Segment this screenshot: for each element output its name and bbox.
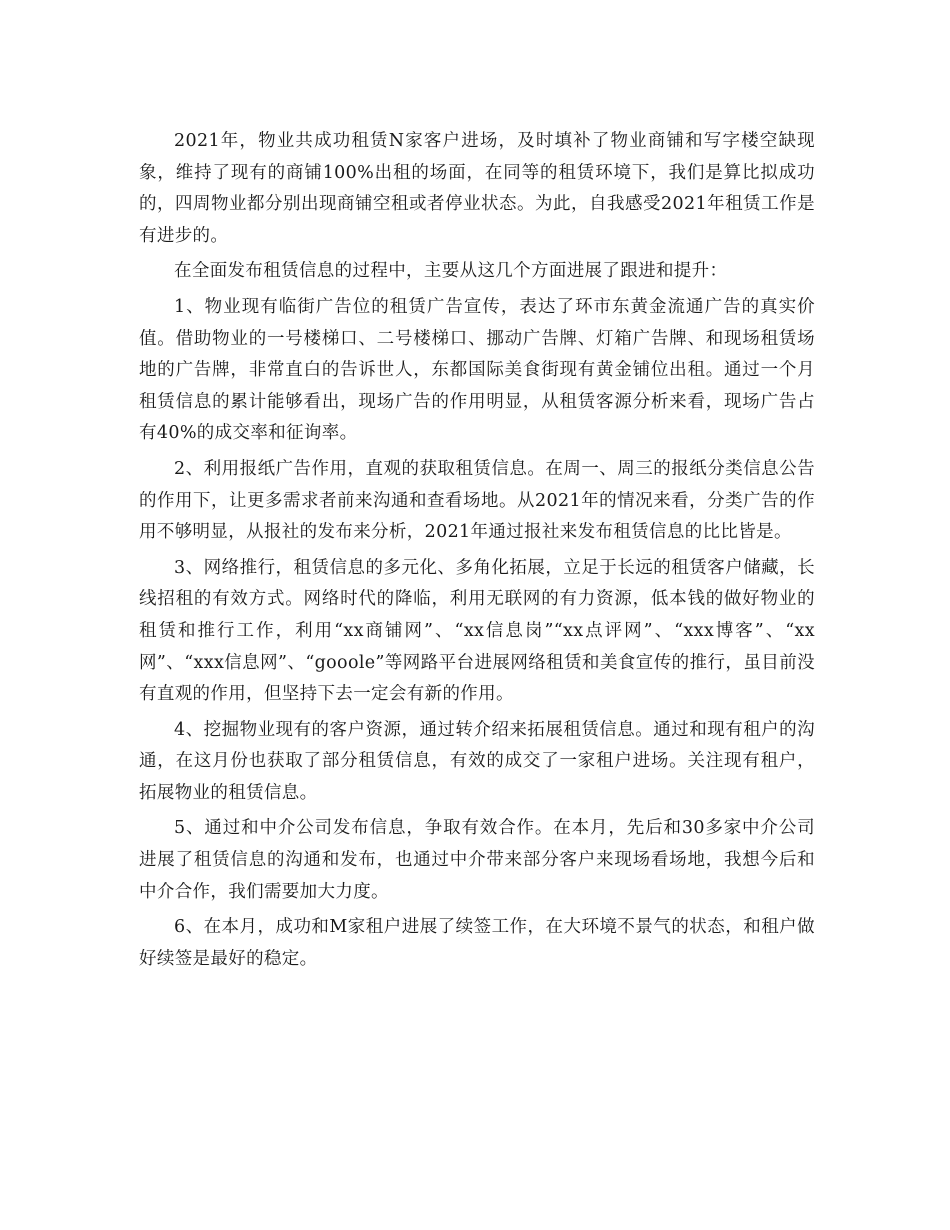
paragraph-item-4: 4、挖掘物业现有的客户资源，通过转介绍来拓展租赁信息。通过和现有租户的沟通，在这月份也获取了部分租赁信息，有效的成交了一家租户进场。关注现有租户，拓展物业的租赁信息。 (139, 719, 815, 803)
paragraph-item-2: 2、利用报纸广告作用，直观的获取租赁信息。在周一、周三的报纸分类信息公告的作用下，让更多需求者前来沟通和查看场地。从2021年的情况来看，分类广告的作用不够明显，从报社的发布来分析，2021年通过报社来发布租赁信息的比比皆是。 (139, 458, 815, 543)
paragraph-item-5: 5、通过和中介公司发布信息，争取有效合作。在本月，先后和30多家中介公司进展了租赁信息的沟通和发布，也通过中介带来部分客户来现场看场地，我想今后和中介合作，我们需要加大力度。 (139, 818, 815, 902)
paragraph-intro: 在全面发布租赁信息的过程中，主要从这几个方面进展了跟进和提升： (174, 261, 728, 282)
paragraph-item-6: 6、在本月，成功和M家租户进展了续签工作，在大环境不景气的状态，和租户做好续签是最好的稳定。 (139, 917, 815, 969)
paragraph-item-3: 3、网络推行，租赁信息的多元化、多角化拓展，立足于长远的租赁客户储藏，长线招租的有效方式。网络时代的降临，利用无联网的有力资源，低本钱的做好物业的租赁和推行工作，利用“xx商铺网”、“xx信息岗”“xx点评网”、“xxx博客”、“xx网”、“xxx信息网”、“gooole”等网路平台进展网络租赁和美食宣传的推行，虽目前没有直观的作用，但坚持下去一定会有新的作用。 (139, 557, 815, 705)
paragraph-item-1: 1、物业现有临街广告位的租赁广告宣传，表达了环市东黄金流通广告的真实价值。借助物业的一号楼梯口、二号楼梯口、挪动广告牌、灯箱广告牌、和现场租赁场地的广告牌，非常直白的告诉世人，东都国际美食街现有黄金铺位出租。通过一个月租赁信息的累计能够看出，现场广告的作用明显，从租赁客源分析来看，现场广告占有40%的成交率和征询率。 (139, 296, 815, 444)
document-page (139, 126, 815, 979)
paragraph-summary: 2021年，物业共成功租赁N家客户进场，及时填补了物业商铺和写字楼空缺现象，维持了现有的商铺100%出租的场面，在同等的租赁环境下，我们是算比拟成功的，四周物业都分别出现商铺空租或者停业状态。为此，自我感受2021年租赁工作是有进步的。 (139, 131, 815, 246)
